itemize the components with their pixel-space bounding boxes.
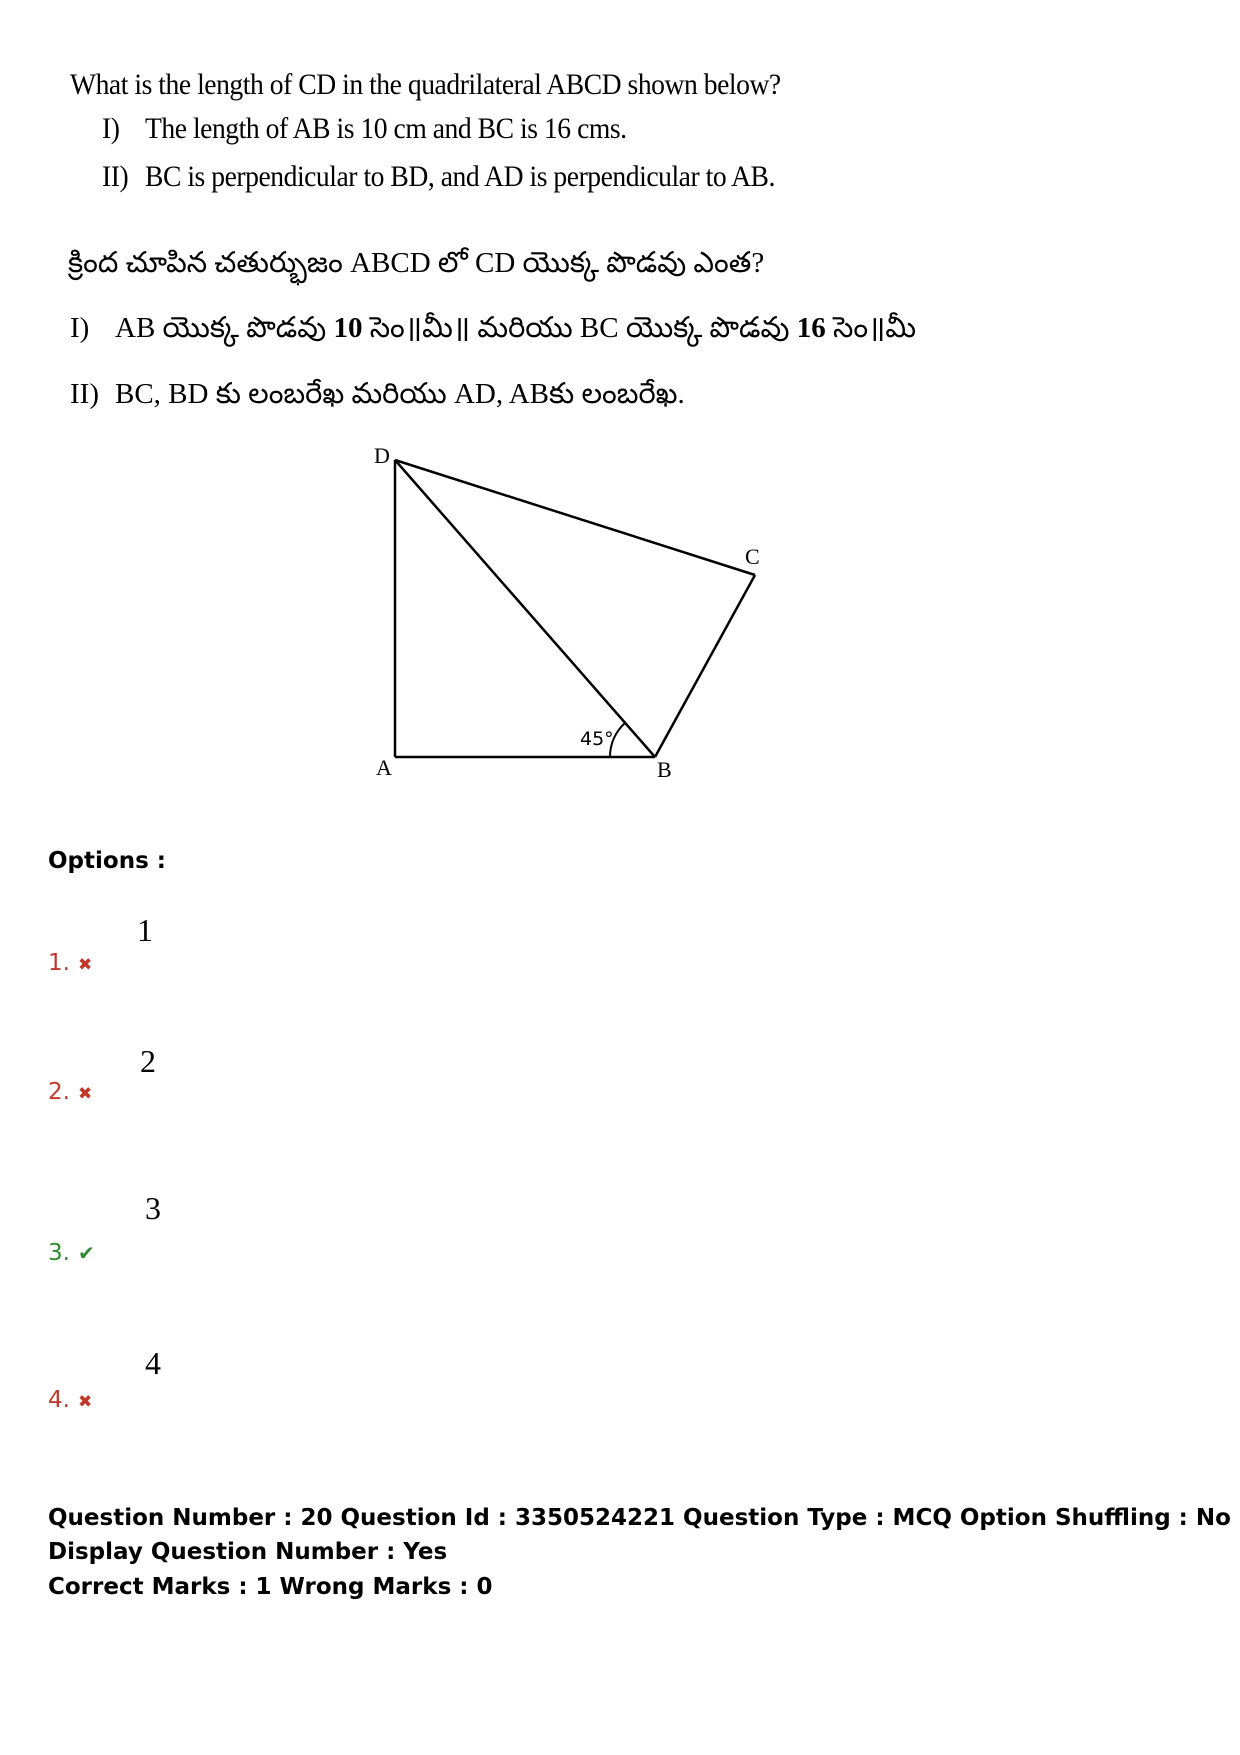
angle-label: 45° <box>580 728 614 750</box>
side-dc <box>395 460 755 575</box>
side-cb <box>655 575 755 757</box>
option-2[interactable] <box>48 1079 92 1105</box>
option-3[interactable] <box>48 1240 95 1266</box>
statement-2-english: BC is perpendicular to BD, and AD is perpendicular to AB. <box>145 160 775 193</box>
option-1[interactable] <box>48 950 92 976</box>
label-d: D <box>374 443 390 468</box>
option-4-number: 4. <box>48 1387 70 1413</box>
diagonal-db <box>395 460 655 757</box>
question-stem-telugu: క్రింద చూపిన చతుర్భుజం ABCD లో CD యొక్క పొడవు ఎంత? <box>68 247 765 279</box>
option-1-value[interactable]: 1 <box>137 912 153 948</box>
option-2-value[interactable]: 2 <box>140 1043 156 1079</box>
label-c: C <box>745 544 760 569</box>
cross-icon: ✖ <box>77 1392 93 1412</box>
option-3-number: 3. <box>48 1240 70 1266</box>
question-stem-english: What is the length of CD in the quadrilateral ABCD shown below? <box>70 68 781 101</box>
label-a: A <box>376 755 392 780</box>
statement-1-telugu: AB యొక్క పొడవు 10 సెం॥మీ॥ మరియు BC యొక్క పొడవు 16 సెం॥మీ <box>115 312 917 344</box>
options-label: Options : <box>48 848 166 874</box>
check-icon: ✔ <box>77 1241 95 1265</box>
option-4[interactable] <box>48 1387 92 1413</box>
statement-2-number: II) <box>102 160 129 193</box>
statement-2-telugu: BC, BD కు లంబరేఖ మరియు AD, ABకు లంబరేఖ. <box>115 378 685 410</box>
label-b: B <box>657 757 672 782</box>
quadrilateral-figure <box>360 440 780 790</box>
question-meta-line-3: Correct Marks : 1 Wrong Marks : 0 <box>48 1574 493 1600</box>
statement-2-number-telugu: II) <box>70 378 99 410</box>
statement-1-number: I) <box>102 112 120 145</box>
question-meta-line-1: Question Number : 20 Question Id : 3350524221 Question Type : MCQ Option Shuffling : No <box>48 1505 1231 1531</box>
option-1-number: 1. <box>48 950 70 976</box>
statement-1-english: The length of AB is 10 cm and BC is 16 cms. <box>145 112 627 145</box>
option-3-value[interactable]: 3 <box>145 1190 161 1226</box>
cross-icon: ✖ <box>77 1084 93 1104</box>
cross-icon: ✖ <box>77 955 93 975</box>
option-2-number: 2. <box>48 1079 70 1105</box>
option-4-value[interactable]: 4 <box>145 1345 161 1381</box>
question-meta-line-2: Display Question Number : Yes <box>48 1539 448 1565</box>
statement-1-number-telugu: I) <box>70 312 90 344</box>
